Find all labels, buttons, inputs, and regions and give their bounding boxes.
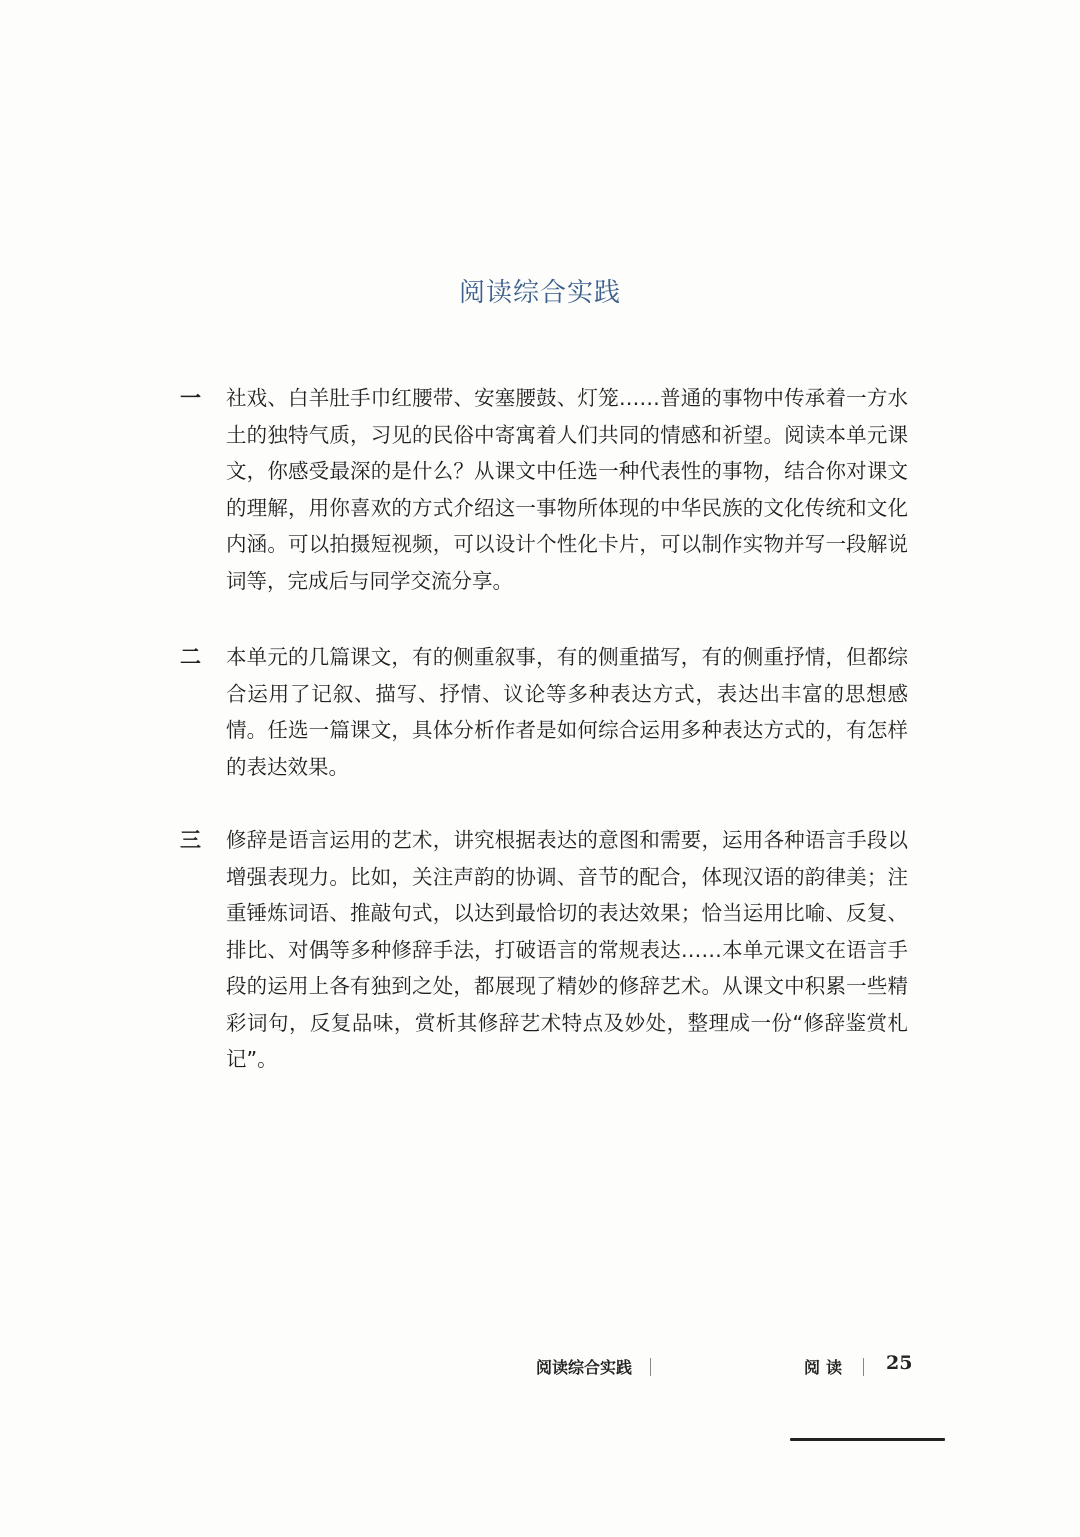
section-1 <box>180 380 908 599</box>
bottom-rule <box>790 1438 945 1441</box>
section-number: 一 <box>180 386 201 410</box>
page-title: 阅读综合实践 <box>458 278 621 308</box>
page-number: 25 <box>886 1352 913 1374</box>
footer-divider <box>863 1358 864 1376</box>
section-2 <box>180 639 908 785</box>
footer-divider <box>650 1358 651 1376</box>
section-3 <box>180 822 908 1078</box>
footer-section-label: 阅读综合实践 <box>536 1358 633 1377</box>
section-number: 三 <box>180 828 201 852</box>
section-text: 社戏、白羊肚手巾红腰带、安塞腰鼓、灯笼……普通的事物中传承着一方水土的独特气质，习见的民俗中寄寓着人们共同的情感和祈望。阅读本单元课文，你感受最深的是什么？从课文中任选一种代表性的事物，结合你对课文的理解，用你喜欢的方式介绍这一事物所体现的中华民族的文化传统和文化内涵。可以拍摄短视频，可以设计个性化卡片，可以制作实物并写一段解说词等，完成后与同学交流分享。 <box>226 386 908 593</box>
section-number: 二 <box>180 645 201 669</box>
page-footer <box>0 1352 1080 1382</box>
footer-unit-label: 阅读 <box>804 1358 849 1377</box>
section-text: 修辞是语言运用的艺术，讲究根据表达的意图和需要，运用各种语言手段以增强表现力。比如，关注声韵的协调、音节的配合，体现汉语的韵律美；注重锤炼词语、推敲句式，以达到最恰切的表达效果；恰当运用比喻、反复、排比、对偶等多种修辞手法，打破语言的常规表达……本单元课文在语言手段的运用上各有独到之处，都展现了精妙的修辞艺术。从课文中积累一些精彩词句，反复品味，赏析其修辞艺术特点及妙处，整理成一份“修辞鉴赏札记”。 <box>226 828 908 1071</box>
section-text: 本单元的几篇课文，有的侧重叙事，有的侧重描写，有的侧重抒情，但都综合运用了记叙、描写、抒情、议论等多种表达方式，表达出丰富的思想感情。任选一篇课文，具体分析作者是如何综合运用多种表达方式的，有怎样的表达效果。 <box>226 645 908 779</box>
